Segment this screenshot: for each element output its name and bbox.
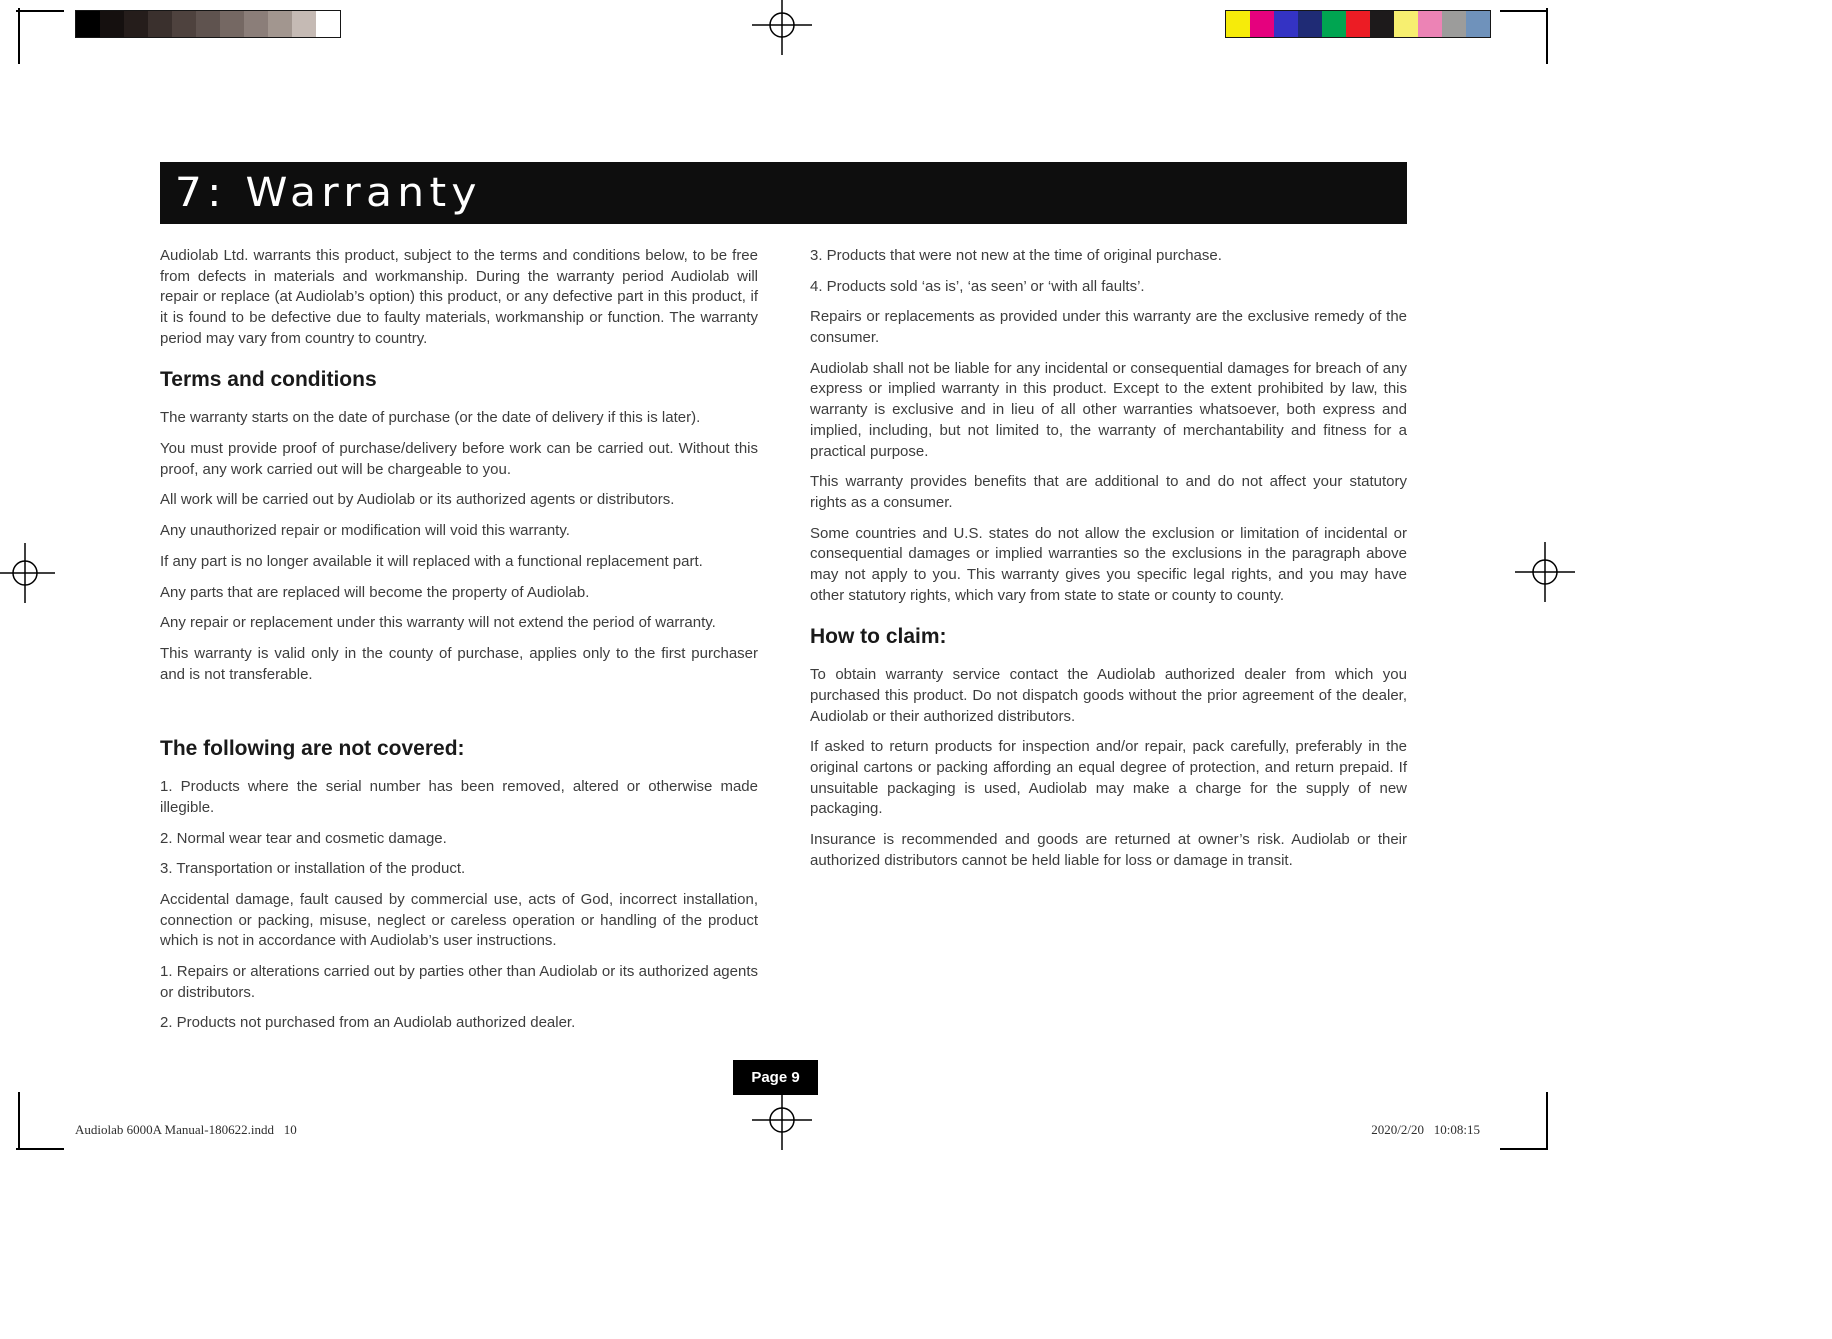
calibration-swatch [1226, 11, 1250, 37]
section-title: 7: Warranty [174, 170, 482, 216]
registration-mark-right [1515, 542, 1575, 602]
paragraph: This warranty provides benefits that are additional to and do not affect your statutory rights as a consumer. [810, 473, 1407, 511]
paragraph: Repairs or replacements as provided under this warranty are the exclusive remedy of the consumer. [810, 308, 1407, 347]
calibration-swatch [1274, 11, 1298, 37]
paragraph: You must provide proof of purchase/delivery before work can be carried out. Without this proof, any work carried out will be chargeable to you. [160, 440, 758, 478]
footer-filename: Audiolab 6000A Manual-180622.indd 10 [75, 1122, 297, 1137]
calibration-swatch [172, 11, 196, 37]
calibration-swatch [220, 11, 244, 37]
calibration-swatch [244, 11, 268, 37]
paragraph: Audiolab shall not be liable for any incidental or consequential damages for breach of any express or implied warranty in this product. Except to the extent prohibited by law, this warranty is exclusive and in lieu of all other warranties whatsoever, both express and implied, including, but not limited to, the warranty of merchantability and fitness for a practical purpose. [810, 359, 1407, 460]
paragraph: Some countries and U.S. states do not allow the exclusion or limitation of incidental or consequential damages or implied warranties so the exclusions in the paragraph above may not apply to you. This warranty gives you specific legal rights, and you may have other statutory rights, which vary from state to state or county to county. [810, 524, 1407, 604]
calibration-swatch [196, 11, 220, 37]
calibration-swatch [1250, 11, 1274, 37]
paragraph: Insurance is recommended and goods are returned at owner’s risk. Audiolab or their authorized distributors cannot be held liable for loss or damage in transit. [810, 831, 1407, 869]
crop-mark-top-right-horizontal [1500, 10, 1548, 12]
crop-mark-bottom-right-horizontal [1500, 1148, 1548, 1150]
paragraph: 1. Repairs or alterations carried out by parties other than Audiolab or its authorized agents or distributors. [160, 963, 758, 1001]
paragraph: 1. Products where the serial number has been removed, altered or otherwise made illegible. [160, 778, 758, 816]
calibration-swatch [316, 11, 340, 37]
paragraph: 2. Products not purchased from an Audiolab authorized dealer. [160, 1014, 576, 1032]
paragraph: Any repair or replacement under this warranty will not extend the period of warranty. [160, 614, 716, 632]
crop-mark-top-right-vertical [1546, 8, 1548, 64]
crop-mark-top-left-horizontal [16, 10, 64, 12]
crop-mark-bottom-right-vertical [1546, 1092, 1548, 1150]
subheading: How to claim: [810, 625, 947, 649]
subheading: Terms and conditions [160, 368, 377, 392]
page-badge: Page 9 [733, 1060, 818, 1095]
paragraph: If any part is no longer available it will replaced with a functional replacement part. [160, 552, 703, 570]
calibration-swatch [100, 11, 124, 37]
calibration-swatch [1442, 11, 1466, 37]
paragraph: If asked to return products for inspection and/or repair, pack carefully, preferably in the original cartons or packing affording an equal degree of protection, and return prepaid. If unsuitable packaging is used, Audiolab may make a charge for the supply of new packaging. [810, 738, 1407, 818]
grayscale-calibration-bar [75, 10, 341, 38]
calibration-swatch [1298, 11, 1322, 37]
paragraph: Accidental damage, fault caused by commercial use, acts of God, incorrect installation, connection or packing, misuse, neglect or careless operation or handling of the product which is not in accordance with Audiolab’s user instructions. [160, 891, 758, 950]
paragraph: 4. Products sold ‘as is’, ‘as seen’ or ‘with all faults’. [810, 277, 1145, 295]
right-column [810, 246, 1407, 881]
left-column [160, 246, 758, 1044]
calibration-swatch [76, 11, 100, 37]
calibration-swatch [1370, 11, 1394, 37]
crop-mark-bottom-left-horizontal [16, 1148, 64, 1150]
subheading: The following are not covered: [160, 737, 465, 761]
paragraph: Any unauthorized repair or modification will void this warranty. [160, 522, 570, 540]
paragraph: This warranty is valid only in the county of purchase, applies only to the first purchaser and is not transferable. [160, 644, 758, 683]
calibration-swatch [148, 11, 172, 37]
registration-mark-bottom [752, 1090, 812, 1150]
crop-mark-bottom-left-vertical [18, 1092, 20, 1150]
crop-mark-top-left-vertical [18, 8, 20, 64]
paragraph: 3. Transportation or installation of the product. [160, 860, 466, 878]
calibration-swatch [292, 11, 316, 37]
calibration-swatch [1346, 11, 1370, 37]
registration-mark-left [0, 543, 55, 603]
paragraph: The warranty starts on the date of purchase (or the date of delivery if this is later). [160, 409, 701, 427]
paragraph: To obtain warranty service contact the Audiolab authorized dealer from which you purchased this product. Do not dispatch goods without the prior agreement of the dealer, Audiolab or their authorized distributors. [810, 666, 1407, 725]
calibration-swatch [1418, 11, 1442, 37]
section-header-bar [160, 162, 1407, 224]
paragraph: All work will be carried out by Audiolab or its authorized agents or distributors. [160, 491, 675, 509]
calibration-swatch [1466, 11, 1490, 37]
paragraph: 2. Normal wear tear and cosmetic damage. [160, 829, 447, 847]
footer-timestamp: 2020/2/20 10:08:15 [1371, 1122, 1480, 1137]
calibration-swatch [124, 11, 148, 37]
paragraph: Audiolab Ltd. warrants this product, subject to the terms and conditions below, to be free from defects in materials and workmanship. During the warranty period Audiolab will repair or replace (at Audiolab’s option) this product, or any defective part in this product, if it is found to be defective due to faulty materials, workmanship or function. The warranty period may vary from country to country. [160, 247, 758, 347]
paragraph: 3. Products that were not new at the time of original purchase. [810, 247, 1222, 264]
calibration-swatch [1322, 11, 1346, 37]
calibration-swatch [1394, 11, 1418, 37]
paragraph: Any parts that are replaced will become the property of Audiolab. [160, 583, 590, 601]
calibration-swatch [268, 11, 292, 37]
color-calibration-bar [1225, 10, 1491, 38]
registration-mark-top [752, 0, 812, 55]
